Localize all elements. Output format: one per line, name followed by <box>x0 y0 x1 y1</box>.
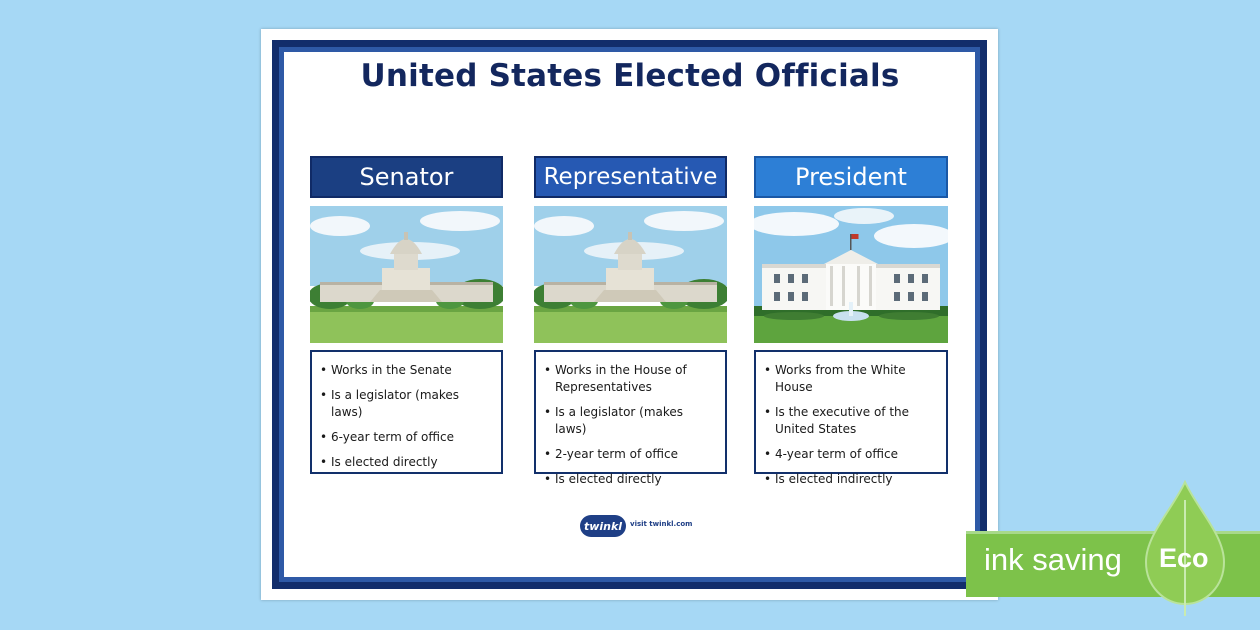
capitol-building-image <box>534 206 727 343</box>
president-facts-list <box>754 350 948 486</box>
list-item: • Is elected directly <box>544 472 662 486</box>
list-item: • 4-year term of office <box>764 447 898 461</box>
twinkl-url[interactable]: visit twinkl.com <box>630 520 693 528</box>
twinkl-logo[interactable]: twinkl <box>580 515 626 537</box>
capitol-building-image <box>310 206 503 343</box>
senator-header: Senator <box>310 156 503 198</box>
representative-header: Representative <box>534 156 727 198</box>
poster-title: United States Elected Officials <box>360 58 900 94</box>
list-item: • 6-year term of office <box>320 430 454 444</box>
ink-saving-text: ink saving <box>984 542 1122 577</box>
list-item: • 2-year term of office <box>544 447 678 461</box>
list-item: • Is elected indirectly <box>764 472 893 486</box>
list-item: • Is a legislator (makes laws) <box>544 405 684 436</box>
list-item: • Works from the White House <box>764 363 906 394</box>
representative-facts-list <box>534 350 727 486</box>
president-header: President <box>754 156 948 198</box>
list-item: • Works in the Senate <box>320 363 452 377</box>
white-house-image <box>754 206 948 343</box>
list-item: • Works in the House of Representatives <box>544 363 687 394</box>
list-item: • Is elected directly <box>320 455 438 469</box>
list-item: • Is the executive of the United States <box>764 405 910 436</box>
senator-facts-list <box>310 350 503 474</box>
list-item: • Is a legislator (makes laws) <box>320 388 460 419</box>
eco-label: Eco <box>1159 543 1209 573</box>
